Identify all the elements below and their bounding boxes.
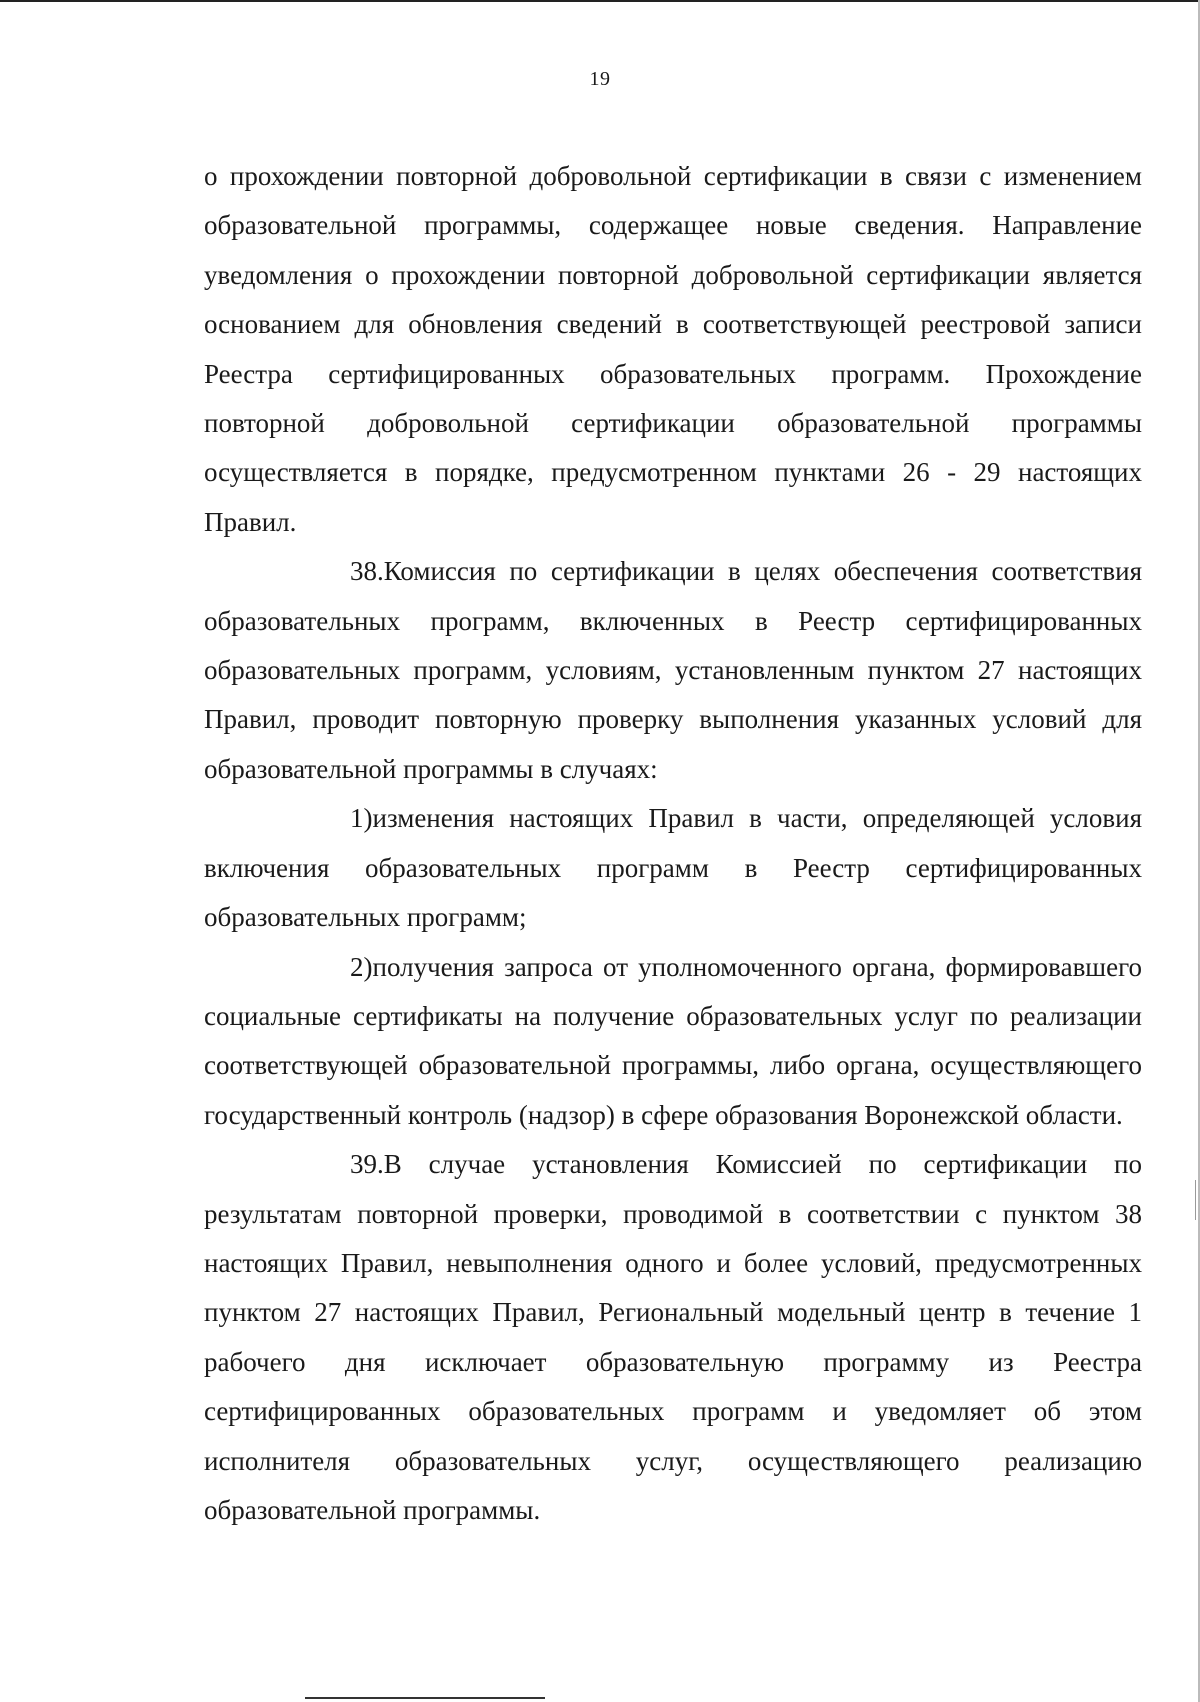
paragraph-39 bbox=[204, 1140, 1142, 1535]
page-number: 19 bbox=[589, 68, 611, 90]
item-number: 38. bbox=[350, 556, 384, 587]
paragraph-text: изменения настоящих Правил в части, определяющей условия включения образовательных программ в Реестр сертифицированных образовательных программ; bbox=[204, 803, 1142, 933]
item-number: 1) bbox=[350, 803, 373, 834]
list-item-2 bbox=[204, 943, 1142, 1141]
paragraph-38 bbox=[204, 547, 1142, 794]
paragraph-continuation: о прохождении повторной добровольной сертификации в связи с изменением образовательной программы, содержащее новые сведения. Направление уведомления о прохождении повторной добровольной сертификации является основанием для обновления сведений в соответствующей реестровой записи Реестра сертифицированных образовательных программ. Прохождение повторной добровольной сертификации образовательной программы осуществляется в порядке, предусмотренном пунктами 26 - 29 настоящих Правил. bbox=[204, 161, 1142, 537]
paragraph-text: получения запроса от уполномоченного органа, формировавшего социальные сертификаты на получение образовательных услуг по реализации соответствующей образовательной программы, либо органа, осуществляющего государственный контроль (надзор) в сфере образования Воронежской области. bbox=[204, 951, 1142, 1130]
item-number: 2) bbox=[350, 951, 373, 982]
paragraph-text: Комиссия по сертификации в целях обеспечения соответствия образовательных программ, включенных в Реестр сертифицированных образовательных программ, условиям, установленным пунктом 27 настоящих Правил, проводит повторную проверку выполнения указанных условий для образовательной программы в случаях: bbox=[204, 556, 1142, 784]
item-number: 39. bbox=[350, 1149, 384, 1180]
scan-edge-bottom bbox=[305, 1697, 545, 1699]
document-body bbox=[204, 152, 1142, 1535]
paragraph-text: В случае установления Комиссией по сертификации по результатам повторной проверки, проводимой в соответствии с пунктом 38 настоящих Правил, невыполнения одного и более условий, предусмотренных пунктом 27 настоящих Правил, Региональный модельный центр в течение 1 рабочего дня исключает образовательную программу из Реестра сертифицированных образовательных программ и уведомляет об этом исполнителя образовательных услуг, осуществляющего реализацию образовательной программы. bbox=[204, 1149, 1142, 1525]
scan-edge-mark bbox=[1195, 1180, 1196, 1220]
scan-edge-top bbox=[0, 0, 1200, 2]
list-item-1 bbox=[204, 794, 1142, 942]
